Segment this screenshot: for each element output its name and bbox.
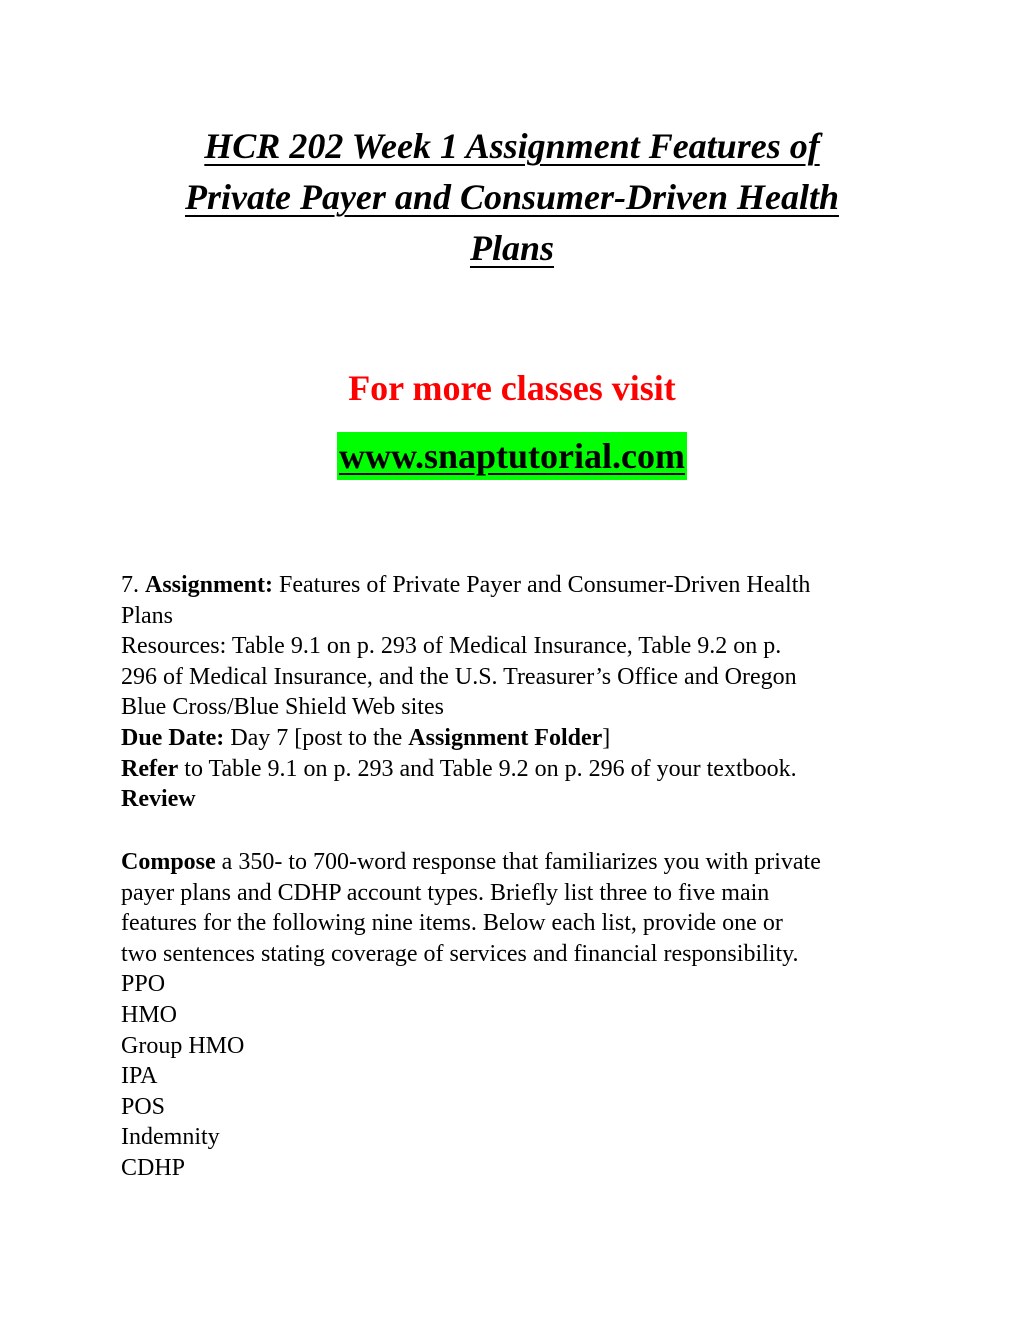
assignment-title: Features of Private Payer and Consumer-Driven Health	[279, 572, 811, 598]
compose-line-3: features for the following nine items. Below each list, provide one or	[121, 910, 783, 937]
promo-link-container	[0, 432, 1024, 480]
compose-line-4: two sentences stating coverage of services and financial responsibility.	[121, 940, 799, 967]
plan-item: IPA	[121, 1063, 158, 1090]
compose-line-2: payer plans and CDHP account types. Briefly list three to five main	[121, 879, 770, 906]
review-label: Review	[121, 786, 196, 813]
plan-item: Indemnity	[121, 1124, 220, 1151]
snaptutorial-link[interactable]: www.snaptutorial.com	[337, 432, 687, 480]
title-line-3: Plans	[469, 228, 555, 268]
due-date-text: Day 7 [post to the	[230, 724, 403, 751]
review-line	[121, 784, 921, 815]
promo-text: For more classes visit	[348, 368, 676, 408]
due-date-bracket: ]	[602, 724, 611, 751]
assignment-heading	[121, 570, 921, 601]
resources-line-2: 296 of Medical Insurance, and the U.S. Treasurer’s Office and Oregon	[121, 663, 797, 690]
refer-label: Refer	[121, 755, 179, 782]
due-date-label: Due Date:	[121, 724, 225, 751]
refer-text: to Table 9.1 on p. 293 and Table 9.2 on p. 296 of your textbook.	[184, 755, 797, 782]
due-date-line	[121, 723, 921, 754]
plan-item: CDHP	[121, 1154, 186, 1181]
plan-item: HMO	[121, 1001, 178, 1028]
compose-text-1: a 350- to 700-word response that familiarizes you with private	[221, 849, 821, 875]
plan-item: POS	[121, 1093, 166, 1120]
compose-line-1	[121, 847, 921, 878]
compose-label: Compose	[121, 849, 216, 875]
assignment-title-cont: Plans	[121, 602, 174, 629]
refer-line	[121, 754, 921, 785]
resources-line-1: Resources: Table 9.1 on p. 293 of Medical Insurance, Table 9.2 on p.	[121, 633, 782, 660]
compose-section	[121, 847, 921, 1184]
plan-item: Group HMO	[121, 1032, 245, 1059]
assignment-folder-label: Assignment Folder	[408, 724, 603, 751]
title-line-2: Private Payer and Consumer-Driven Health	[185, 177, 839, 217]
plan-item: PPO	[121, 971, 166, 998]
document-title	[120, 121, 904, 274]
assignment-number: 7.	[121, 572, 139, 598]
assignment-section	[121, 570, 921, 815]
title-line-1: HCR 202 Week 1 Assignment Features of	[204, 126, 820, 166]
assignment-label: Assignment:	[145, 572, 274, 598]
resources-line-3: Blue Cross/Blue Shield Web sites	[121, 694, 444, 721]
